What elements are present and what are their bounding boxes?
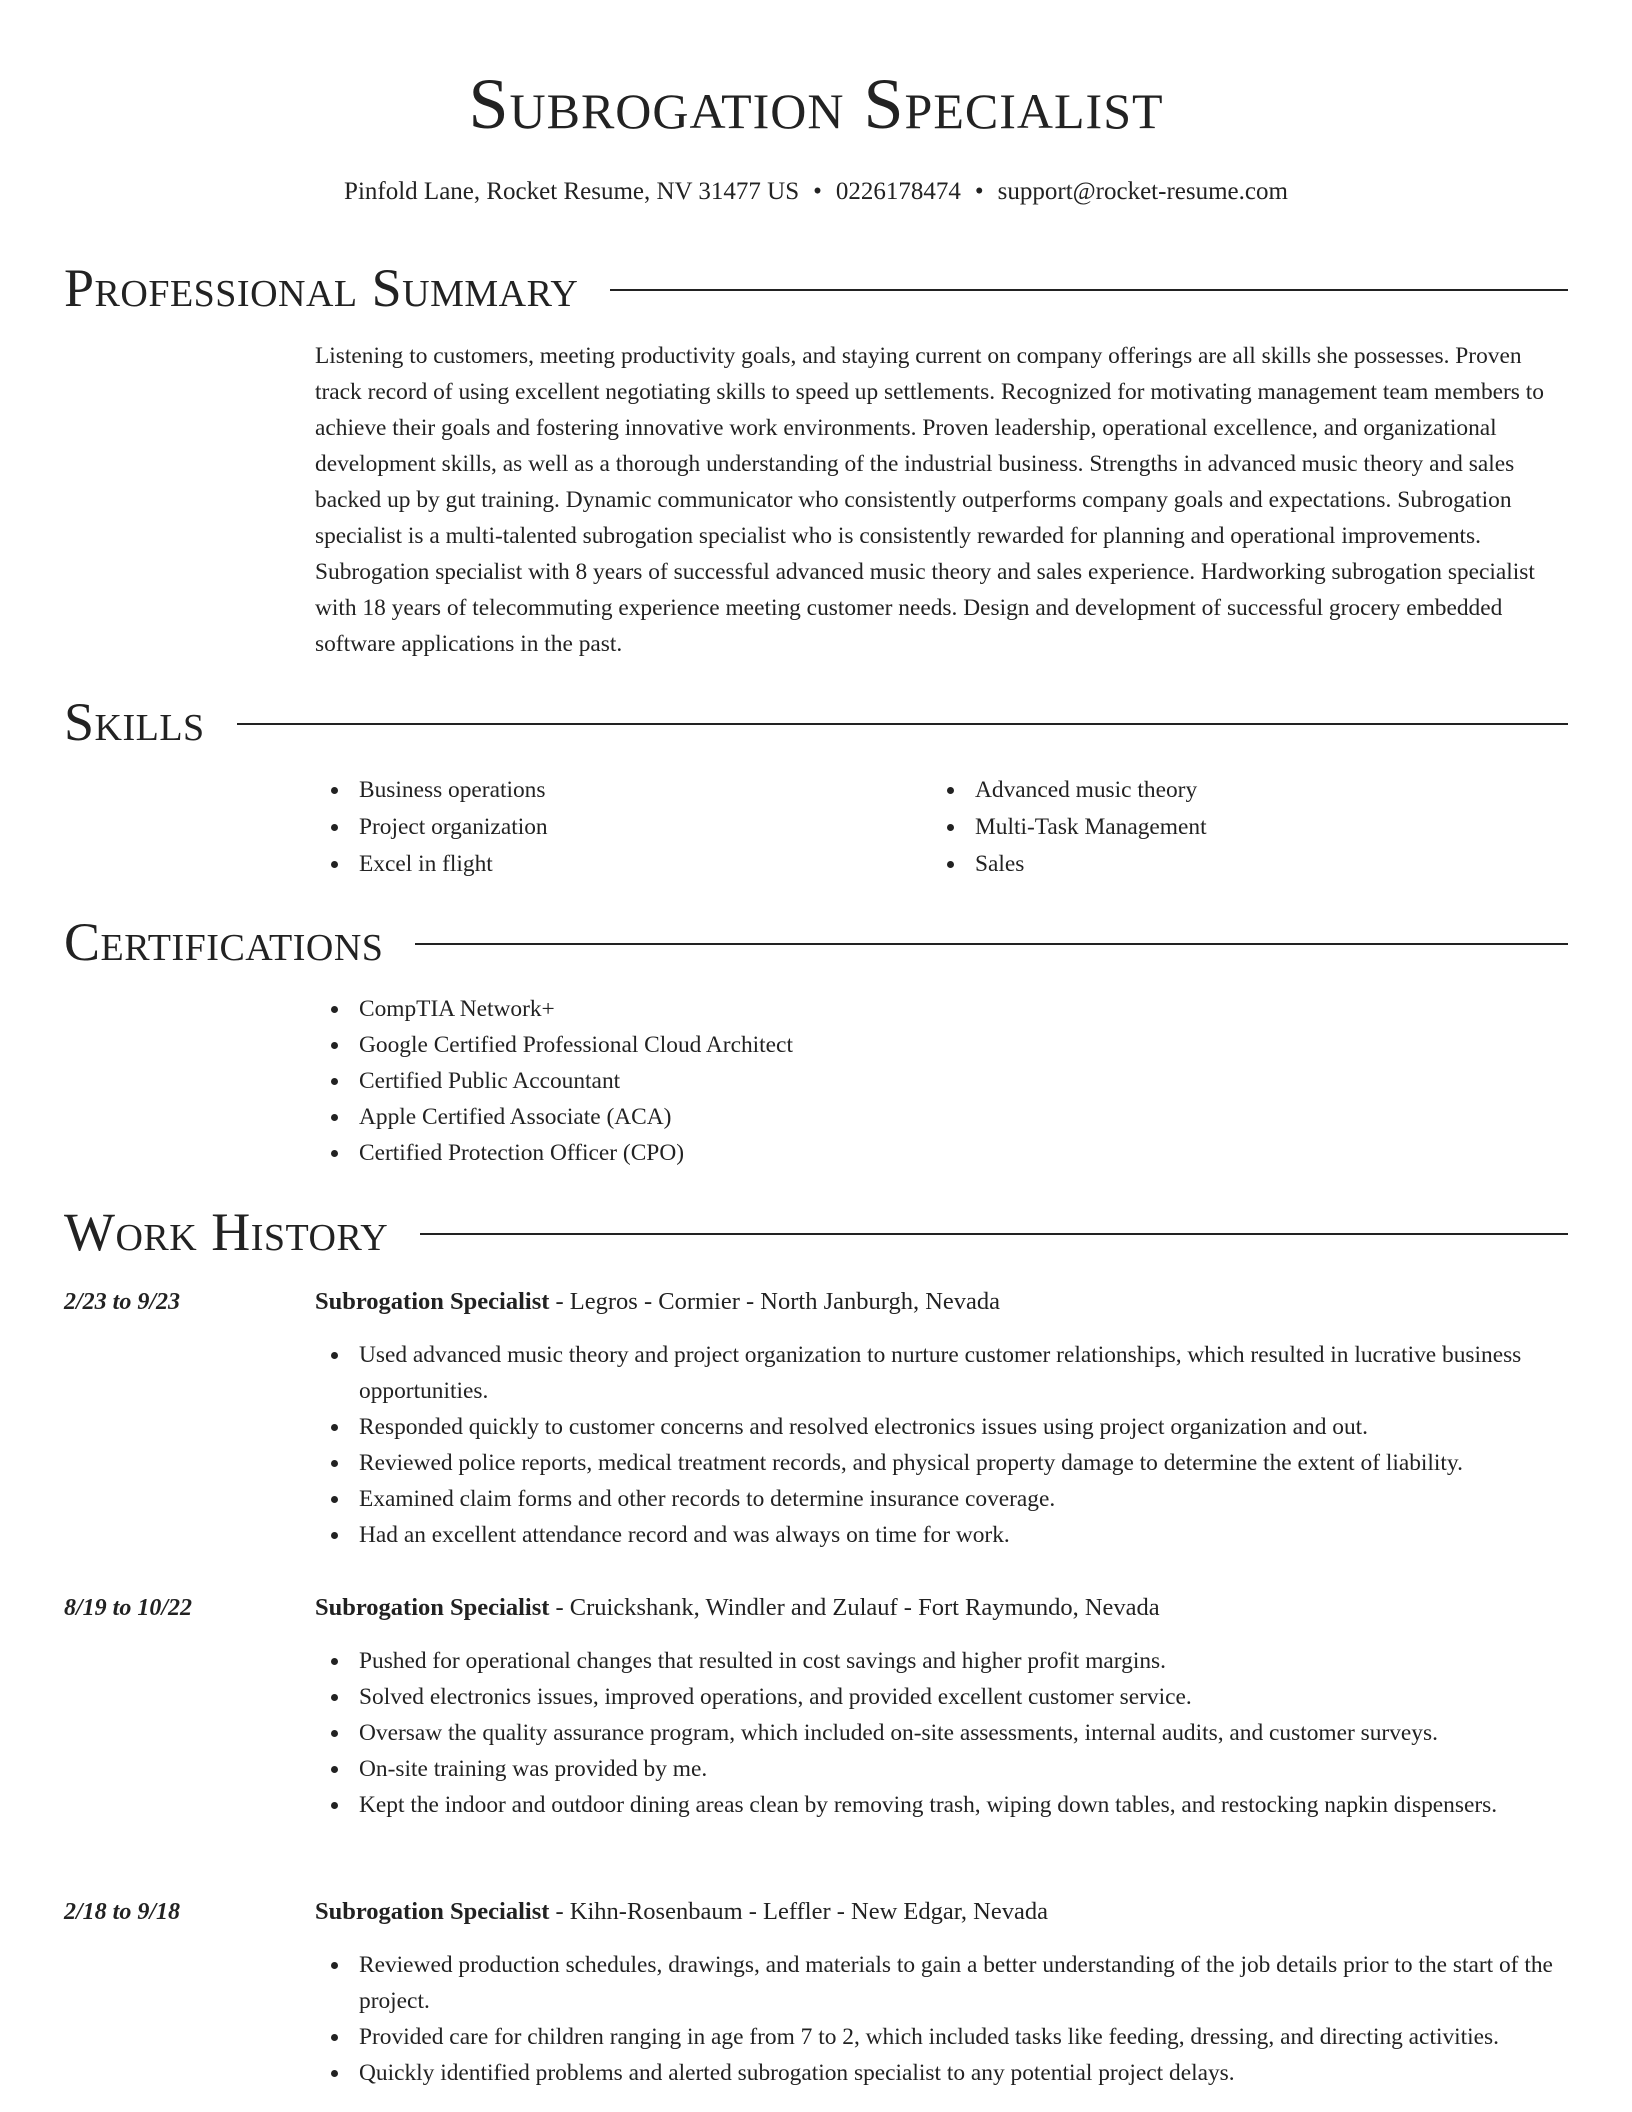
job-bullets: [315, 1643, 1569, 1823]
job-bullet: Used advanced music theory and project organization to nurture customer relationships, which resulted in lucrative business opportunities.: [315, 1337, 1569, 1409]
job-company: - Kihn-Rosenbaum - Leffler - New Edgar, Nevada: [549, 1898, 1048, 1925]
certification-item: Certified Public Accountant: [315, 1063, 793, 1099]
certification-item: Certified Protection Officer (CPO): [315, 1135, 793, 1171]
job-dates: 2/23 to 9/23: [64, 1289, 181, 1315]
job-dates: 8/19 to 10/22: [64, 1595, 193, 1621]
certification-item: CompTIA Network+: [315, 991, 793, 1027]
job-role: Subrogation Specialist: [315, 1288, 550, 1315]
summary-section-header: [64, 258, 1568, 318]
job-bullet: Examined claim forms and other records to determine insurance coverage.: [315, 1481, 1569, 1517]
contact-line: [0, 176, 1632, 208]
skills-list-right: [931, 772, 1207, 883]
skill-item: Excel in flight: [315, 846, 548, 883]
job-bullets: [315, 1947, 1569, 2091]
skill-item: Sales: [931, 846, 1207, 883]
job-bullet: Quickly identified problems and alerted subrogation specialist to any potential project delays.: [315, 2055, 1569, 2091]
job-bullet: On-site training was provided by me.: [315, 1751, 1569, 1787]
job-role: Subrogation Specialist: [315, 1898, 550, 1925]
skill-item: Advanced music theory: [931, 772, 1207, 809]
job-dates: 2/18 to 9/18: [64, 1899, 181, 1925]
skill-item: Multi-Task Management: [931, 809, 1207, 846]
certification-item: Google Certified Professional Cloud Architect: [315, 1027, 793, 1063]
section-divider: [237, 723, 1568, 725]
work-section-header: [64, 1202, 1568, 1262]
summary-text: Listening to customers, meeting productivity goals, and staying current on company offerings are all skills she possesses. Proven track record of using excellent negotiating skills to speed up settlements. Recognized for motivating management team members to achieve their goals and fostering innovative work environments. Proven leadership, operational excellence, and organizational development skills, as well as a thorough understanding of the industrial business. Strengths in advanced music theory and sales backed up by gut training. Dynamic communicator who consistently outperforms company goals and expectations. Subrogation specialist is a multi-talented subrogation specialist who is consistently rewarded for planning and operational improvements. Subrogation specialist with 8 years of successful advanced music theory and sales experience. Hardworking subrogation specialist with 18 years of telecommuting experience meeting customer needs. Design and development of successful grocery embedded software applications in the past.: [315, 343, 1544, 657]
job-bullet: Kept the indoor and outdoor dining areas clean by removing trash, wiping down tables, and restocking napkin dispensers.: [315, 1787, 1569, 1823]
job-company: - Cruickshank, Windler and Zulauf - Fort Raymundo, Nevada: [549, 1594, 1160, 1621]
contact-separator: •: [974, 178, 984, 205]
job-bullets: [315, 1337, 1569, 1553]
job-bullet: Solved electronics issues, improved operations, and provided excellent customer service.: [315, 1679, 1569, 1715]
job-title-line: [315, 1590, 1160, 1626]
contact-address: Pinfold Lane, Rocket Resume, NV 31477 US: [344, 178, 800, 205]
job-bullet: Provided care for children ranging in age from 7 to 2, which included tasks like feeding, dressing, and directing activities.: [315, 2019, 1569, 2055]
skills-section-title: Skills: [64, 692, 205, 752]
contact-email: support@rocket-resume.com: [997, 178, 1288, 205]
work-section-title: Work History: [64, 1202, 389, 1262]
job-bullet: Pushed for operational changes that resulted in cost savings and higher profit margins.: [315, 1643, 1569, 1679]
skill-item: Business operations: [315, 772, 548, 809]
contact-separator: •: [813, 178, 822, 205]
job-bullet: Had an excellent attendance record and was always on time for work.: [315, 1517, 1569, 1553]
job-bullet: Reviewed police reports, medical treatment records, and physical property damage to determine the extent of liability.: [315, 1445, 1569, 1481]
section-divider: [610, 289, 1568, 291]
job-role: Subrogation Specialist: [315, 1594, 550, 1621]
skills-section-header: [64, 692, 1568, 752]
job-title-line: [315, 1284, 1000, 1320]
skill-item: Project organization: [315, 809, 548, 846]
certifications-section-title: Certifications: [64, 912, 384, 972]
candidate-name: Subrogation Specialist: [468, 64, 1164, 144]
section-divider: [415, 943, 1568, 945]
summary-section-title: Professional Summary: [64, 258, 579, 318]
contact-phone: 0226178474: [835, 178, 961, 205]
job-company: - Legros - Cormier - North Janburgh, Nevada: [549, 1288, 1001, 1315]
certifications-section-header: [64, 912, 1568, 972]
job-bullet: Oversaw the quality assurance program, which included on-site assessments, internal audits, and customer surveys.: [315, 1715, 1569, 1751]
job-bullet: Responded quickly to customer concerns and resolved electronics issues using project organization and out.: [315, 1409, 1569, 1445]
job-title-line: [315, 1894, 1048, 1930]
certifications-list: [315, 991, 793, 1171]
skills-list-left: [315, 772, 548, 883]
job-bullet: Reviewed production schedules, drawings, and materials to gain a better understanding of the job details prior to the start of the project.: [315, 1947, 1569, 2019]
certification-item: Apple Certified Associate (ACA): [315, 1099, 793, 1135]
section-divider: [420, 1233, 1568, 1235]
